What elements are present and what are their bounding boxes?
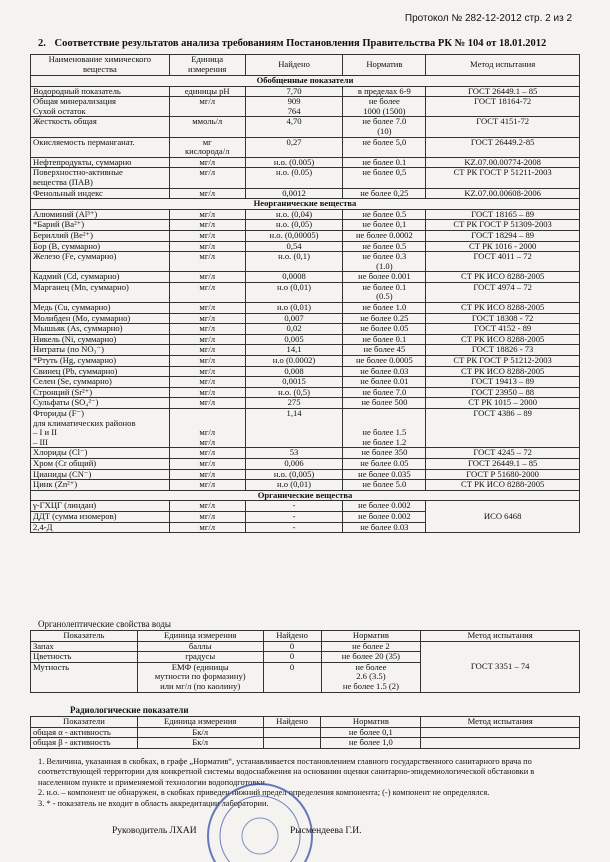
substance-name: Общая минерализация Сухой остаток <box>31 97 170 117</box>
norm-value: не более 0.035 <box>343 469 426 480</box>
unit-cell: Бк/л <box>137 738 263 749</box>
method-cell: ГОСТ 26449.1 – 85 <box>426 86 580 97</box>
round-stamp-icon <box>200 776 320 862</box>
method-cell: ГОСТ 4245 – 72 <box>426 448 580 459</box>
table-row <box>31 230 580 241</box>
method-cell: ГОСТ 4974 – 72 <box>426 282 580 302</box>
substance-name: Кадмий (Cd, суммарно) <box>31 272 170 283</box>
found-value: 0,54 <box>245 241 343 252</box>
unit-cell: мг/л <box>169 387 245 398</box>
method-cell: ГОСТ 18826 - 73 <box>426 345 580 356</box>
table-row <box>31 313 580 324</box>
substance-name: Поверхностно-активные вещества (ПАВ) <box>31 168 170 188</box>
table-row <box>31 282 580 302</box>
method-cell: KZ.07.00.00608-2006 <box>426 188 580 199</box>
found-value: - <box>245 501 343 512</box>
method-cell: ГОСТ 18165 – 89 <box>426 209 580 220</box>
method-cell: ГОСТ 23950 – 88 <box>426 387 580 398</box>
norm-value: не более 0.5 <box>343 209 426 220</box>
table-row <box>31 727 580 738</box>
col-header-method: Метод испытания <box>426 55 580 76</box>
rad-col-norm: Норматив <box>321 717 421 728</box>
found-value: н.о. (0,04) <box>245 209 343 220</box>
table-row <box>31 469 580 480</box>
norm-value: не более 0.25 <box>343 313 426 324</box>
norm-value: не более 0.05 <box>343 324 426 335</box>
unit-cell: мг/л <box>169 220 245 231</box>
unit-cell: мг/л <box>169 241 245 252</box>
table-row <box>31 356 580 367</box>
substance-name: Марганец (Mn, суммарно) <box>31 282 170 302</box>
method-cell <box>421 727 580 738</box>
unit-cell: мг/л <box>169 157 245 168</box>
norm-value: не более 20 (35) <box>321 652 421 663</box>
norm-value: не более 0,5 <box>343 168 426 188</box>
orgl-col-found: Найдено <box>263 631 321 642</box>
norm-value: не более 350 <box>343 448 426 459</box>
norm-value: не более 0.1 <box>343 157 426 168</box>
norm-value: не более 45 <box>343 345 426 356</box>
unit-cell: мг/л <box>169 345 245 356</box>
unit-cell: мг/л <box>169 366 245 377</box>
substance-name: Хлориды (Cl⁻) <box>31 448 170 459</box>
found-value: н.о. (0,005) <box>245 469 343 480</box>
footnote-1: 1. Величина, указанная в скобках, в графе „Норматив“, устанавливается постановлением главного государственного санитарного врача по соответствующей территории для конкретной системы водоснабжения на основании оценки санитарно-эпидемиологической обстановки в населенном пункте и применяемой технологии водоподготовки. <box>38 757 535 787</box>
method-cell: СТ РК 1015 – 2000 <box>426 398 580 409</box>
results-table <box>30 54 580 533</box>
norm-value: не более 0.1 (0.5) <box>343 282 426 302</box>
method-cell: ГОСТ Р 51680-2000 <box>426 469 580 480</box>
signature-name: Рысмендеева Г.И. <box>290 826 362 836</box>
table-row <box>31 252 580 272</box>
table-row <box>31 480 580 491</box>
norm-value: не более 0.001 <box>343 272 426 283</box>
found-value: н.о (0,01) <box>245 282 343 302</box>
norm-value: в пределах 6-9 <box>343 86 426 97</box>
unit-cell: мг/л <box>169 230 245 241</box>
substance-name: Свинец (Pb, суммарно) <box>31 366 170 377</box>
method-cell: ГОСТ 26449.2-85 <box>426 137 580 157</box>
group-inorganic <box>31 199 580 210</box>
method-cell: СТ РК ИСО 8288-2005 <box>426 334 580 345</box>
found-value: 0,008 <box>245 366 343 377</box>
substance-name: γ-ГХЦГ (линдан) <box>31 501 170 512</box>
table-row <box>31 501 580 512</box>
substance-name: Стронций (Sr²⁺) <box>31 387 170 398</box>
method-cell: ГОСТ 4386 – 89 <box>426 409 580 448</box>
protocol-header: Протокол № 282-12-2012 стр. 2 из 2 <box>404 13 572 24</box>
found-value: 0,005 <box>245 334 343 345</box>
found-value: 909 764 <box>245 97 343 117</box>
substance-name: Сульфаты (SO₄²⁻) <box>31 398 170 409</box>
table-row <box>31 334 580 345</box>
substance-name: Цинк (Zn²⁺) <box>31 480 170 491</box>
found-value <box>263 738 321 749</box>
substance-name: Водородный показатель <box>31 86 170 97</box>
found-value: - <box>245 511 343 522</box>
footnote-3: 3. * - показатель не входит в область аккредитации лаборатории. <box>38 798 269 808</box>
substance-name: Нитраты (по NO₃⁻) <box>31 345 170 356</box>
substance-name: Цветность <box>31 652 138 663</box>
norm-value: не более 0,1 <box>321 727 421 738</box>
found-value: 0 <box>263 652 321 663</box>
unit-cell: мг/л <box>169 480 245 491</box>
norm-value: не более 0.0002 <box>343 230 426 241</box>
method-cell: ГОСТ 4011 – 72 <box>426 252 580 272</box>
table-row <box>31 366 580 377</box>
col-header-found: Найдено <box>245 55 343 76</box>
norm-value: не более 2.6 (3.5) не более 1.5 (2) <box>321 662 421 692</box>
method-cell: СТ РК ГОСТ Р 51211-2003 <box>426 168 580 188</box>
unit-cell: мг/л <box>169 303 245 314</box>
table-row <box>31 168 580 188</box>
unit-cell: мг/л <box>169 334 245 345</box>
substance-name: Селен (Se, суммарно) <box>31 377 170 388</box>
substance-name: общая α - активность <box>31 727 138 738</box>
found-value: 4,70 <box>245 117 343 137</box>
method-cell: СТ РК ГОСТ Р 51309-2003 <box>426 220 580 231</box>
unit-cell: мг/л <box>169 511 245 522</box>
norm-value: не более 0.1 <box>343 334 426 345</box>
norm-value: не более 1,0 <box>321 738 421 749</box>
method-cell: СТ РК ГОСТ Р 51212-2003 <box>426 356 580 367</box>
found-value: н.о. (0.005) <box>245 157 343 168</box>
table-row <box>31 458 580 469</box>
signature-role: Руководитель ЛХАИ <box>112 826 197 836</box>
col-header-unit: Единица измерения <box>169 55 245 76</box>
substance-name: Железо (Fe, суммарно) <box>31 252 170 272</box>
table-row <box>31 409 580 448</box>
found-value: н.о (0,01) <box>245 480 343 491</box>
organoleptic-label: Органолептические свойства воды <box>38 619 171 629</box>
method-cell: СТ РК ИСО 8288-2005 <box>426 272 580 283</box>
substance-name: ДДТ (сумма изомеров) <box>31 511 170 522</box>
substance-name: Окисляемость перманганат. <box>31 137 170 157</box>
unit-cell: мг/л <box>169 282 245 302</box>
table-row <box>31 188 580 199</box>
found-value: н.о. (0,5) <box>245 387 343 398</box>
unit-cell: мг/л мг/л <box>169 409 245 448</box>
found-value: н.о. (0,1) <box>245 252 343 272</box>
section-title-text: Соответствие результатов анализа требованиям Постановления Правительства РК № 104 от 18.01.2012 <box>54 38 547 49</box>
found-value: 0,0008 <box>245 272 343 283</box>
found-value: 14,1 <box>245 345 343 356</box>
found-value: 0,0015 <box>245 377 343 388</box>
substance-name: Алюминий (Al³⁺) <box>31 209 170 220</box>
norm-value: не более 0.002 <box>343 511 426 522</box>
found-value: 0 <box>263 641 321 652</box>
unit-cell: мг/л <box>169 522 245 533</box>
method-cell: СТ РК ИСО 8288-2005 <box>426 480 580 491</box>
group-organic-label: Органические вещества <box>31 490 580 501</box>
substance-name: Медь (Cu, суммарно) <box>31 303 170 314</box>
unit-cell: мг/л <box>169 398 245 409</box>
substance-name: Молибден (Mo, суммарно) <box>31 313 170 324</box>
unit-cell: мг/л <box>169 377 245 388</box>
found-value: н.о (0,01) <box>245 303 343 314</box>
norm-value: не более 0.5 <box>343 241 426 252</box>
norm-value: не более 2 <box>321 641 421 652</box>
found-value: н.о (0.0002) <box>245 356 343 367</box>
unit-cell: мг/л <box>169 168 245 188</box>
found-value: 0,27 <box>245 137 343 157</box>
table-row <box>31 97 580 117</box>
table-row <box>31 303 580 314</box>
method-cell: СТ РК ИСО 8288-2005 <box>426 366 580 377</box>
rad-col-method: Метод испытания <box>421 717 580 728</box>
table-row <box>31 137 580 157</box>
unit-cell: мг/л <box>169 469 245 480</box>
table-row <box>31 398 580 409</box>
substance-name: Фенольный индекс <box>31 188 170 199</box>
substance-name: Бор (B, суммарно) <box>31 241 170 252</box>
found-value: 7,70 <box>245 86 343 97</box>
norm-value: не более 5.0 <box>343 480 426 491</box>
unit-cell: мг/л <box>169 97 245 117</box>
organic-method-cell: ИСО 6468 <box>426 501 580 533</box>
substance-name: Цианиды (CN⁻) <box>31 469 170 480</box>
method-cell: KZ.07.00.00774-2008 <box>426 157 580 168</box>
table-row <box>31 209 580 220</box>
unit-cell: мг/л <box>169 272 245 283</box>
substance-name: Нефтепродукты, суммарно <box>31 157 170 168</box>
unit-cell: мг/л <box>169 448 245 459</box>
substance-name: Хром (Cr общий) <box>31 458 170 469</box>
substance-name: общая β - активность <box>31 738 138 749</box>
norm-value: не более 1.5 не более 1.2 <box>343 409 426 448</box>
found-value: 275 <box>245 398 343 409</box>
method-cell: СТ РК 1016 - 2000 <box>426 241 580 252</box>
unit-cell: мг/л <box>169 501 245 512</box>
norm-value: не более 500 <box>343 398 426 409</box>
group-organic <box>31 490 580 501</box>
found-value: н.о. (0,00005) <box>245 230 343 241</box>
organoleptic-header-row <box>31 631 580 642</box>
found-value: 1,14 <box>245 409 343 448</box>
unit-cell: баллы <box>137 641 263 652</box>
table-row <box>31 345 580 356</box>
method-cell: ГОСТ 4151-72 <box>426 117 580 137</box>
norm-value: не более 1000 (1500) <box>343 97 426 117</box>
organoleptic-table <box>30 630 580 693</box>
table-row <box>31 272 580 283</box>
method-cell: ГОСТ 4152 - 89 <box>426 324 580 335</box>
orgl-col-unit: Единица измерения <box>137 631 263 642</box>
method-cell: ГОСТ 18308 - 72 <box>426 313 580 324</box>
table-header-row <box>31 55 580 76</box>
orgl-col-norm: Норматив <box>321 631 421 642</box>
found-value: 53 <box>245 448 343 459</box>
unit-cell: Бк/л <box>137 727 263 738</box>
method-cell: СТ РК ИСО 8288-2005 <box>426 303 580 314</box>
section-number: 2. <box>38 38 46 49</box>
unit-cell: ЕМФ (единицы мутности по формазину) или мг/л (по каолину) <box>137 662 263 692</box>
group-general-label: Обобщенные показатели <box>31 76 580 87</box>
method-cell: ГОСТ 19413 – 89 <box>426 377 580 388</box>
radiological-header-row <box>31 717 580 728</box>
substance-name: Мышьяк (As, суммарно) <box>31 324 170 335</box>
unit-cell: мг/л <box>169 252 245 272</box>
norm-value: не более 7.0 (10) <box>343 117 426 137</box>
rad-col-unit: Единица измерения <box>137 717 263 728</box>
table-row <box>31 241 580 252</box>
substance-name: 2,4-Д <box>31 522 170 533</box>
substance-name: Мутность <box>31 662 138 692</box>
radiological-table <box>30 716 580 749</box>
norm-value: не более 0.03 <box>343 522 426 533</box>
substance-name: *Ртуть (Hg, суммарно) <box>31 356 170 367</box>
method-cell <box>421 738 580 749</box>
norm-value: не более 0.0005 <box>343 356 426 367</box>
unit-cell: мг/л <box>169 458 245 469</box>
unit-cell: ммоль/л <box>169 117 245 137</box>
radiological-label: Радиологические показатели <box>70 705 189 715</box>
substance-name: Фториды (F⁻) для климатических районов – I и II – III <box>31 409 170 448</box>
group-general <box>31 76 580 87</box>
group-inorganic-label: Неорганические вещества <box>31 199 580 210</box>
substance-name: Никель (Ni, суммарно) <box>31 334 170 345</box>
found-value: 0 <box>263 662 321 692</box>
norm-value: не более 0.002 <box>343 501 426 512</box>
found-value: н.о. (0,05) <box>245 220 343 231</box>
method-cell: ГОСТ 26449.1 – 85 <box>426 458 580 469</box>
unit-cell: мг кислорода/л <box>169 137 245 157</box>
norm-value: не более 0.03 <box>343 366 426 377</box>
substance-name: Бериллий (Be²⁺) <box>31 230 170 241</box>
unit-cell: единицы pH <box>169 86 245 97</box>
col-header-norm: Норматив <box>343 55 426 76</box>
norm-value: не более 0,1 <box>343 220 426 231</box>
table-row <box>31 377 580 388</box>
found-value: 0,006 <box>245 458 343 469</box>
found-value: - <box>245 522 343 533</box>
substance-name: Запах <box>31 641 138 652</box>
rad-col-found: Найдено <box>263 717 321 728</box>
table-row <box>31 86 580 97</box>
table-row <box>31 738 580 749</box>
norm-value: не более 0.05 <box>343 458 426 469</box>
footnote-2: 2. н.о. – компонент не обнаружен, в скобках приведен нижний предел определения компонента; (-) компонент не определялся. <box>38 788 490 798</box>
orgl-col-name: Показатель <box>31 631 138 642</box>
found-value <box>263 727 321 738</box>
organoleptic-method-cell: ГОСТ 3351 – 74 <box>421 641 580 692</box>
found-value: 0,007 <box>245 313 343 324</box>
table-row <box>31 448 580 459</box>
substance-name: *Барий (Ba²⁺) <box>31 220 170 231</box>
col-header-name: Наименование химического вещества <box>31 55 170 76</box>
method-cell: ГОСТ 18294 – 89 <box>426 230 580 241</box>
norm-value: не более 7.0 <box>343 387 426 398</box>
norm-value: не более 0,25 <box>343 188 426 199</box>
unit-cell: градусы <box>137 652 263 663</box>
found-value: 0,0012 <box>245 188 343 199</box>
table-row <box>31 641 580 652</box>
norm-value: не более 1.0 <box>343 303 426 314</box>
unit-cell: мг/л <box>169 356 245 367</box>
norm-value: не более 0.3 (1.0) <box>343 252 426 272</box>
found-value: н.о. (0.05) <box>245 168 343 188</box>
unit-cell: мг/л <box>169 313 245 324</box>
table-row <box>31 387 580 398</box>
orgl-col-method: Метод испытания <box>421 631 580 642</box>
norm-value: не более 5,0 <box>343 137 426 157</box>
table-row <box>31 157 580 168</box>
table-row <box>31 117 580 137</box>
table-row <box>31 220 580 231</box>
unit-cell: мг/л <box>169 188 245 199</box>
substance-name: Жесткость общая <box>31 117 170 137</box>
method-cell: ГОСТ 18164-72 <box>426 97 580 117</box>
norm-value: не более 0.01 <box>343 377 426 388</box>
unit-cell: мг/л <box>169 324 245 335</box>
section-title <box>38 38 546 49</box>
table-row <box>31 324 580 335</box>
rad-col-name: Показатели <box>31 717 138 728</box>
unit-cell: мг/л <box>169 209 245 220</box>
found-value: 0,02 <box>245 324 343 335</box>
